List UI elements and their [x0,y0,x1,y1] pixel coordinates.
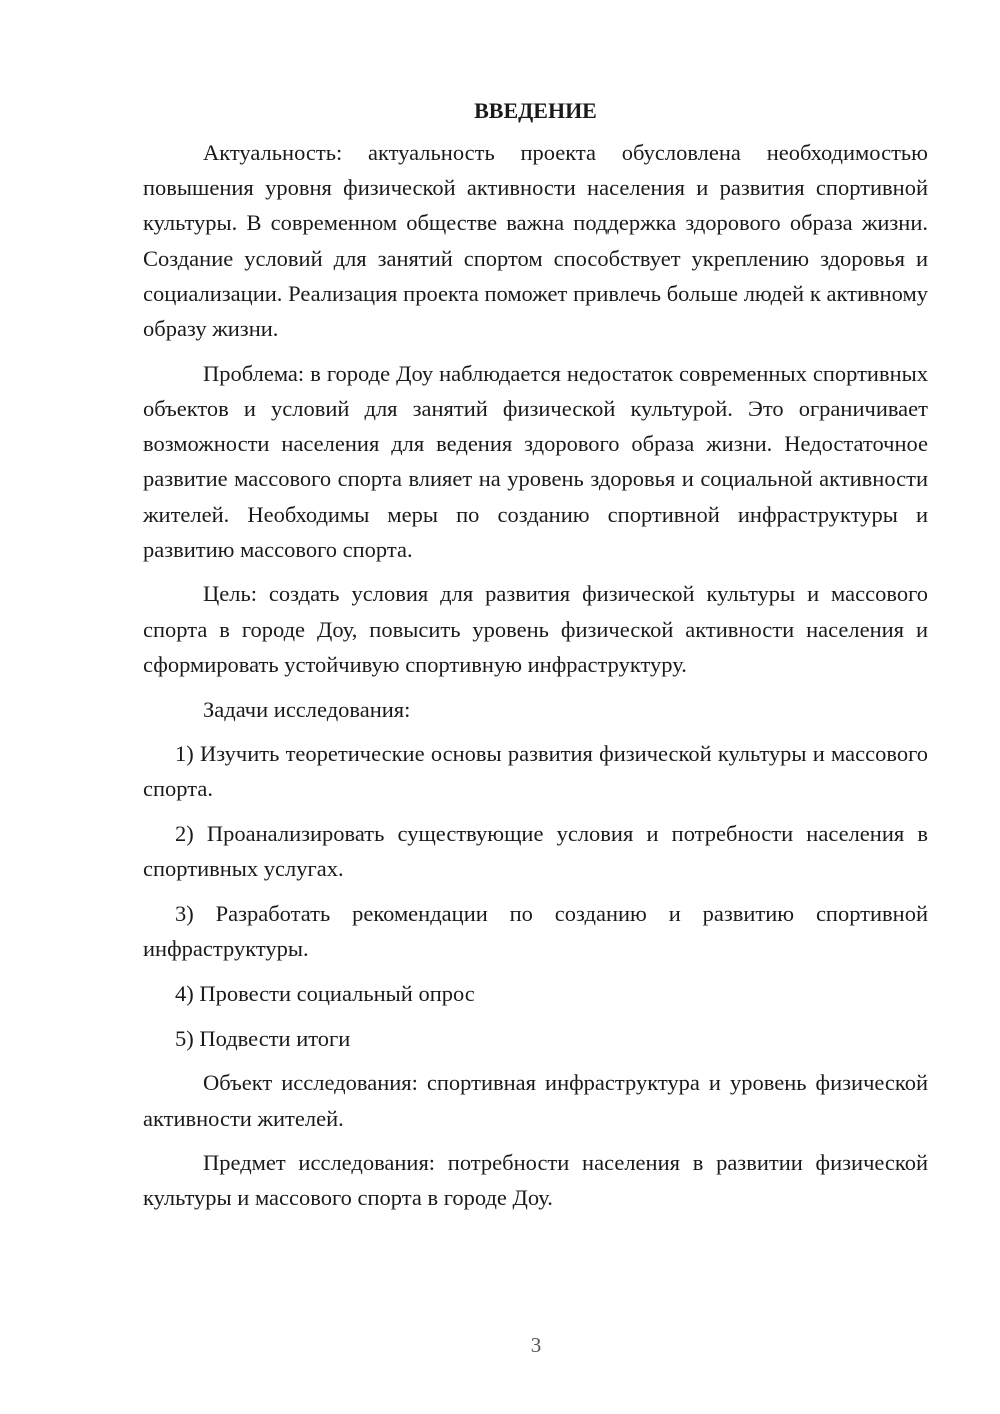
task-item-2: 2) Проанализировать существующие условия и потребности населения в спортивных услугах. [143,821,928,882]
paragraph-problem: Проблема: в городе Доу наблюдается недостаток современных спортивных объектов и условий для занятий физической культурой. Это ограничивает возможности населения для ведения здорового образа жизни. Недостаточное развитие массового спорта влияет на уровень здоровья и социальной активности жителей. Необходимы меры по созданию спортивной инфраструктуры и развитию массового спорта. [143,360,928,562]
page-content [143,95,928,1225]
paragraph-relevance: Актуальность: актуальность проекта обусловлена необходимостью повышения уровня физической активности населения и развития спортивной культуры. В современном обществе важна поддержка здорового образа жизни. Создание условий для занятий спортом способствует укреплению здоровья и социализации. Реализация проекта поможет привлечь больше людей к активному образу жизни. [143,140,928,342]
task-item-3: 3) Разработать рекомендации по созданию и развитию спортивной инфраструктуры. [143,901,928,962]
paragraph-subject: Предмет исследования: потребности населения в развитии физической культуры и массового спорта в городе Доу. [143,1150,928,1211]
paragraph-goal: Цель: создать условия для развития физической культуры и массового спорта в городе Доу, повысить уровень физической активности населения и сформировать устойчивую спортивную инфраструктуру. [143,581,928,677]
paragraph-object: Объект исследования: спортивная инфраструктура и уровень физической активности жителей. [143,1070,928,1131]
page-number: 3 [530,1333,542,1357]
task-item-4: 4) Провести социальный опрос [175,980,475,1006]
page-title: ВВЕДЕНИЕ [474,98,597,123]
task-item-5: 5) Подвести итоги [175,1025,351,1051]
task-item-1: 1) Изучить теоретические основы развития физической культуры и массового спорта. [143,741,928,802]
tasks-heading: Задачи исследования: [203,696,411,722]
